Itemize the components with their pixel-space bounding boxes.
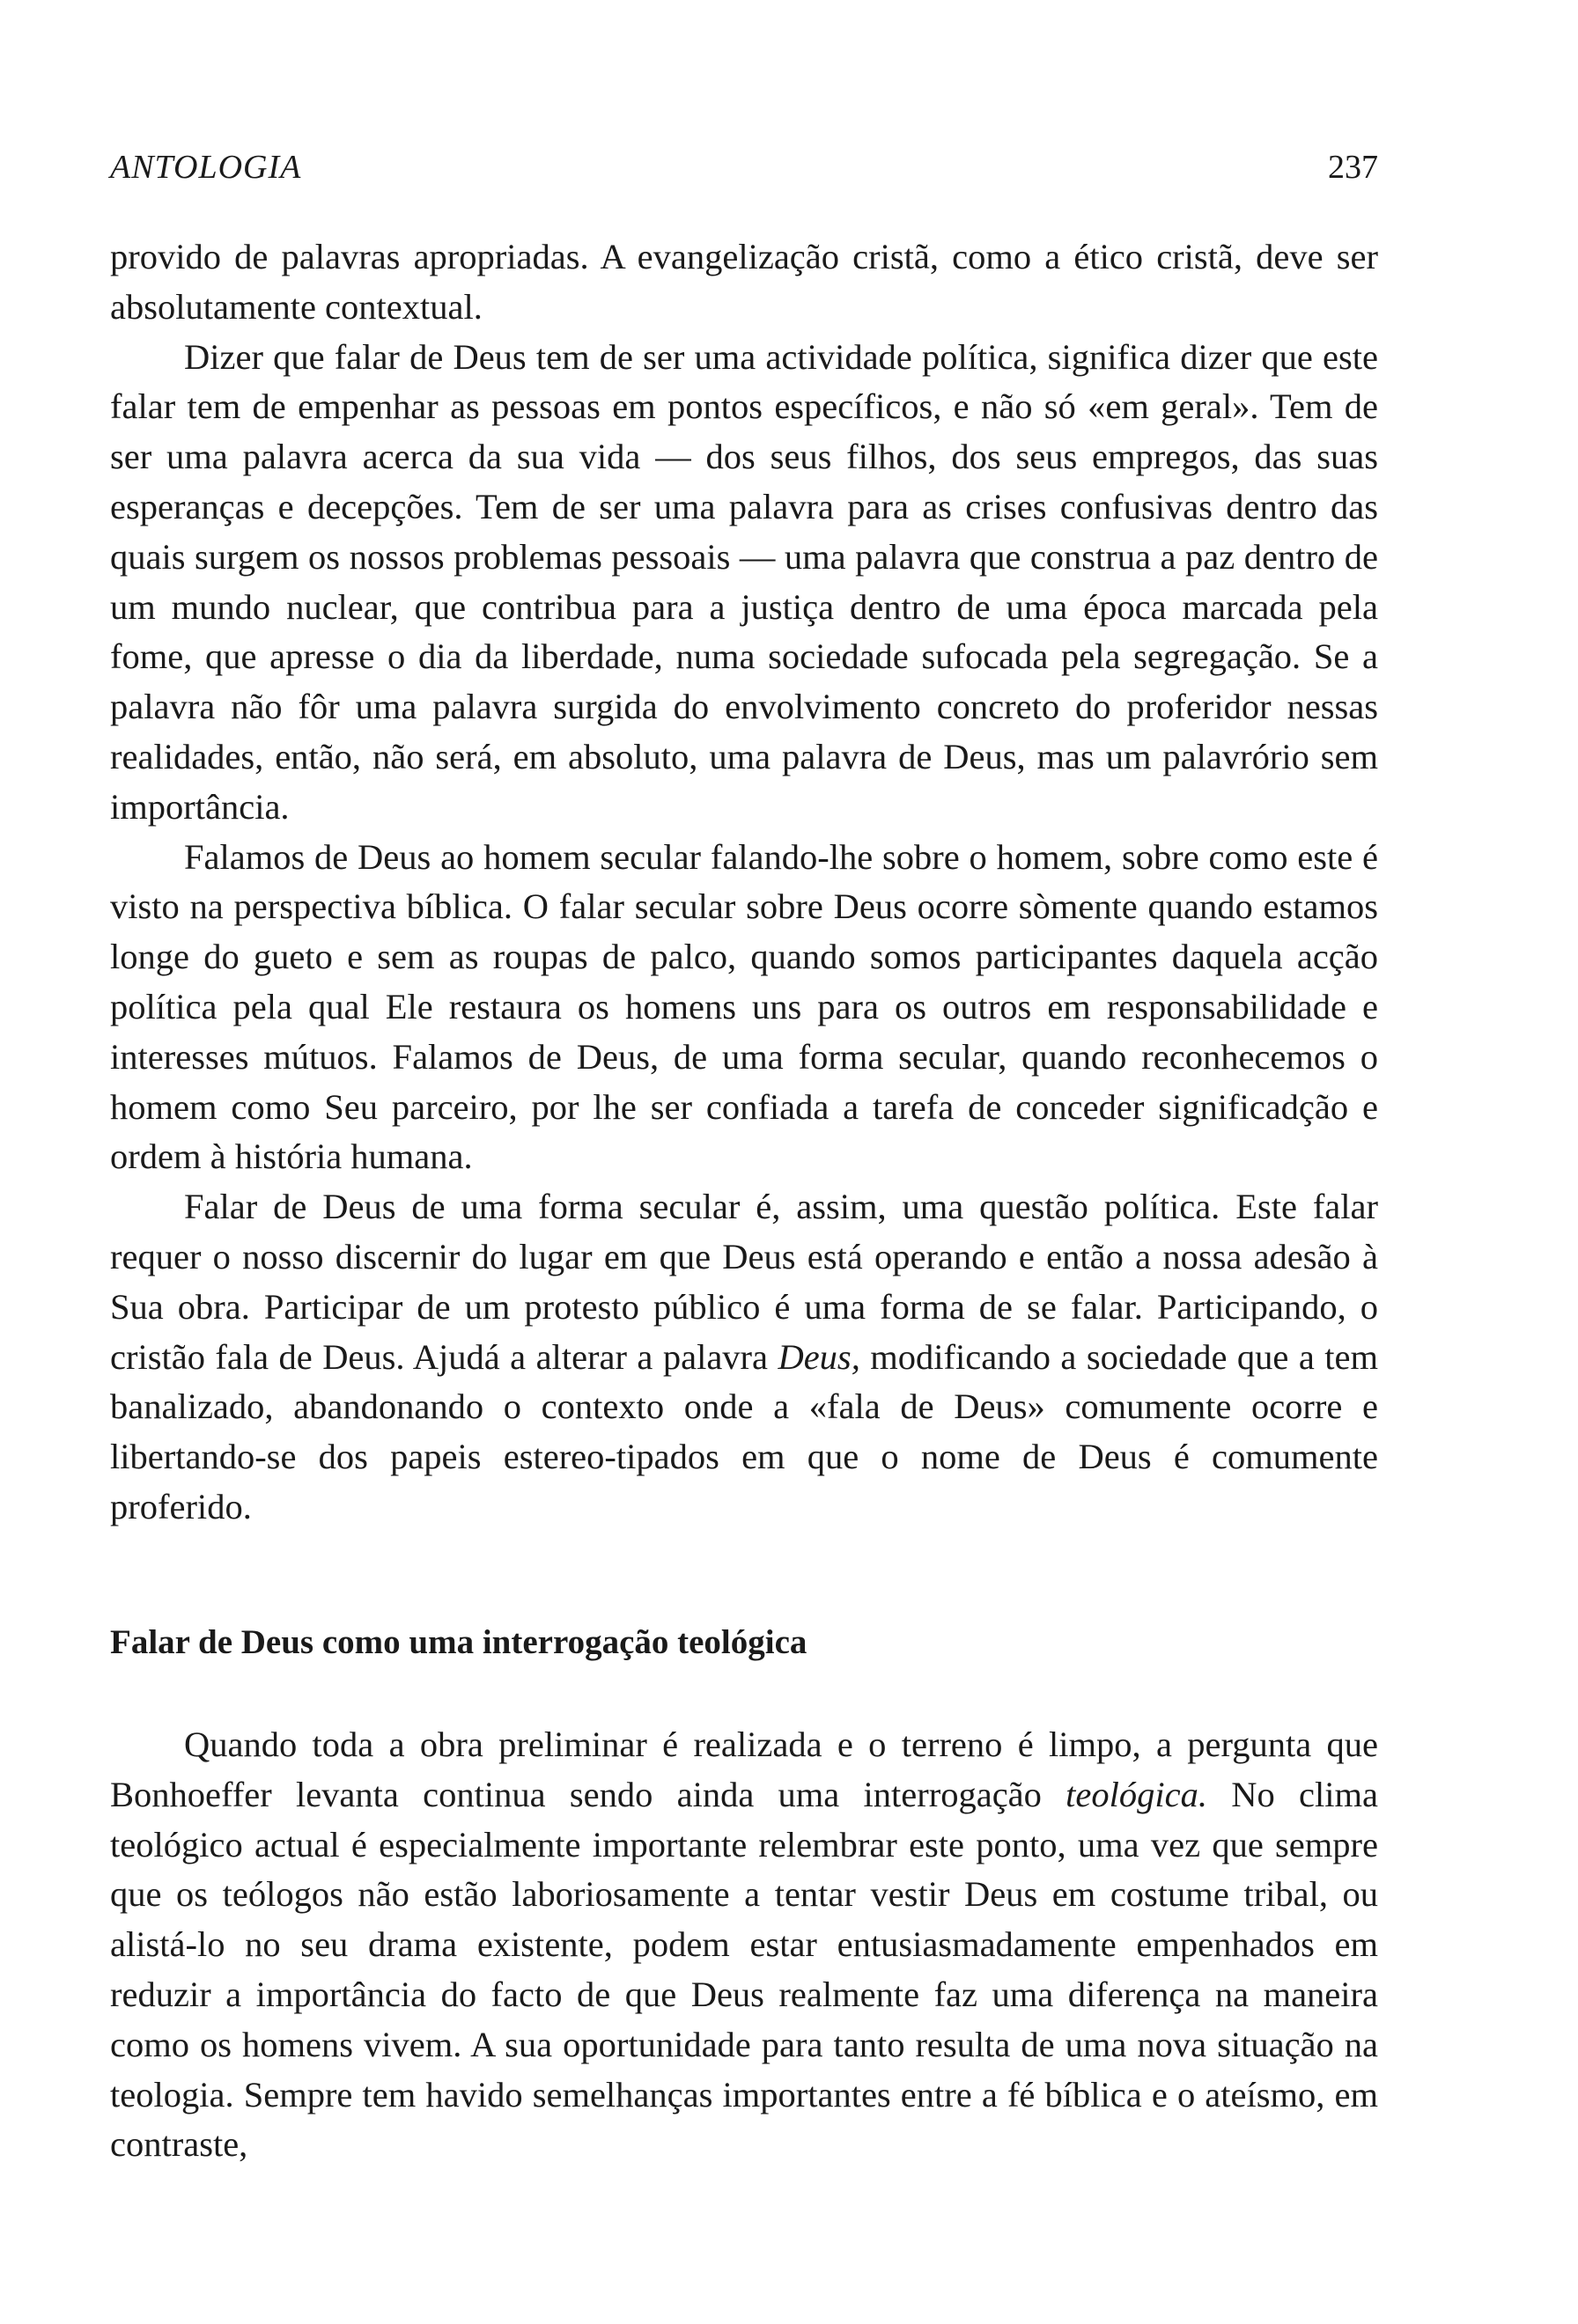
paragraph-3-text: Falamos de Deus ao homem secular falando-lhe sobre o homem, sobre como este é visto na perspectiva bíblica. O falar secular sobre Deus ocorre sòmente quando estamos longe do gueto e sem as roupas de palco, quando somos participantes daquela acção política pela qual Ele restaura os homens uns para os outros em responsabilidade e interesses mútuos. Falamos de Deus, de uma forma secular, quando reconhecemos o homem como Seu parceiro, por lhe ser confiada a tarefa de conceder significadção e ordem à história humana. <box>110 836 1378 1177</box>
running-title: ANTOLOGIA <box>110 149 302 186</box>
paragraph-1 <box>110 232 1378 333</box>
paragraph-2-text: Dizer que falar de Deus tem de ser uma actividade política, significa dizer que este falar tem de empenhar as pessoas em pontos específicos, e não só «em geral». Tem de ser uma palavra acerca da sua vida — dos seus filhos, dos seus empregos, das suas esperanças e decepções. Tem de ser uma palavra para as crises confusivas dentro das quais surgem os nossos problemas pessoais — uma palavra que construa a paz dentro de um mundo nuclear, que contribua para a justiça dentro de uma época marcada pela fome, que apresse o dia da liberdade, numa sociedade sufocada pela segregação. Se a palavra não fôr uma palavra surgida do envolvimento concreto do proferidor nessas realidades, então, não será, em absoluto, uma palavra de Deus, mas um palavrório sem importância. <box>110 336 1378 827</box>
section-body <box>110 1720 1378 2170</box>
paragraph-4-italic-word: Deus, <box>778 1336 860 1377</box>
section-paragraph-1-text-b: No clima teológico actual é especialmente importante relembrar este ponto, uma vez que sempre que os teólogos não estão laboriosamente a tentar vestir Deus em costume tribal, ou alistá-lo no seu drama existente, podem estar entusiasmadamente empenhados em reduzir a importância do facto de que Deus realmente faz uma diferença na maneira como os homens vivem. A sua oportunidade para tanto resulta de uma nova situação na teologia. Sempre tem havido semelhanças importantes entre a fé bíblica e o ateísmo, em contraste, <box>110 1774 1378 2165</box>
page-number: 237 <box>1328 149 1378 186</box>
paragraph-3 <box>110 833 1378 1183</box>
paragraph-4 <box>110 1182 1378 1533</box>
section-heading: Falar de Deus como uma interrogação teológica <box>110 1623 807 1661</box>
paragraph-1-text: provido de palavras apropriadas. A evangelização cristã, como a ético cristã, deve ser absolutamente contextual. <box>110 237 1378 327</box>
body-text <box>110 232 1378 1533</box>
page-header <box>110 148 1378 201</box>
paragraph-4-text-b: modificando a sociedade que a tem banalizado, abandonando o contexto onde a «fala de Deus» comumente ocorre e libertando-se dos papeis estereo-tipados em que o nome de Deus é comumente proferido. <box>110 1336 1378 1526</box>
paragraph-4-text-a: Falar de Deus de uma forma secular é, assim, uma questão política. Este falar requer o nosso discernir do lugar em que Deus está operando e então a nossa adesão à Sua obra. Participar de um protesto público é uma forma de se falar. Participando, o cristão fala de Deus. Ajudá a alterar a palavra <box>110 1187 1378 1377</box>
section-paragraph-1-italic-word: teológica. <box>1066 1774 1208 1814</box>
section-paragraph-1-text-a: Quando toda a obra preliminar é realizada e o terreno é limpo, a pergunta que Bonhoeffer levanta continua sendo ainda uma interrogação <box>110 1725 1378 1814</box>
paragraph-2 <box>110 333 1378 833</box>
section-paragraph-1 <box>110 1720 1378 2170</box>
